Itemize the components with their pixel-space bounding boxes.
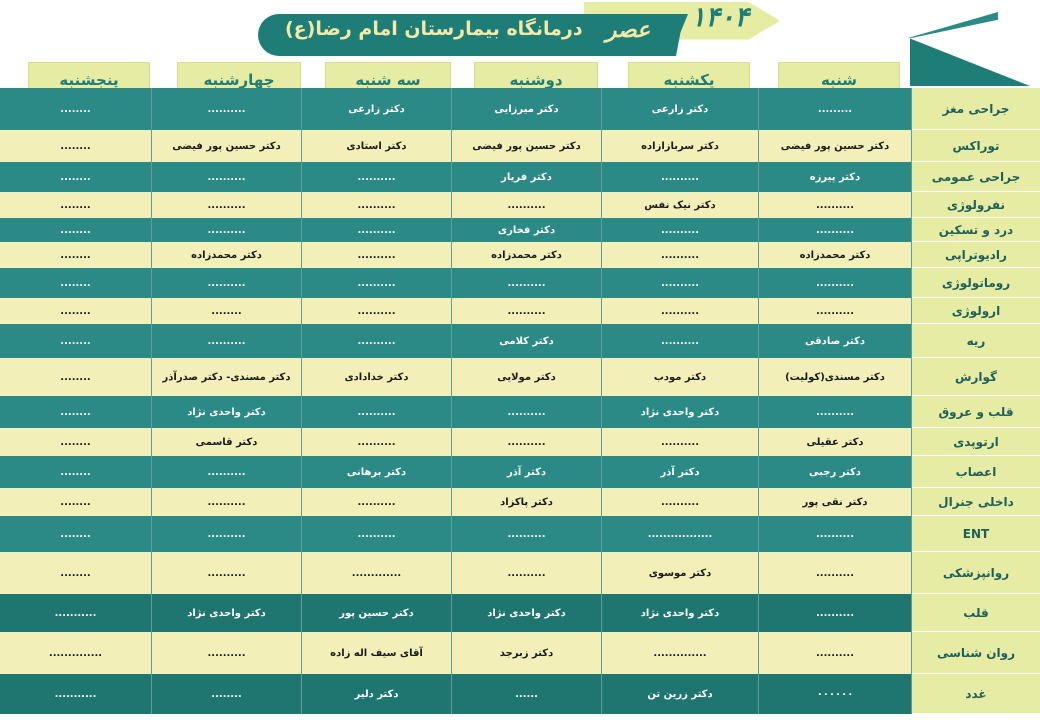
schedule-cell: دکتر نقی پور <box>759 488 912 516</box>
schedule-cell: دکتر حسین پور فیضی <box>759 130 912 162</box>
day-header-sunday: یکشنبه <box>628 62 750 97</box>
schedule-cell: .......... <box>602 488 759 516</box>
schedule-cell: دکتر واحدی نژاد <box>602 594 759 632</box>
schedule-cell: دکتر زبرجد <box>452 632 602 674</box>
schedule-cell: .......... <box>302 516 452 552</box>
department-label: داخلی جنرال <box>912 488 1040 516</box>
schedule-cell: ........... <box>0 594 152 632</box>
table-row <box>0 594 1040 632</box>
schedule-cell: .......... <box>152 488 302 516</box>
schedule-cell: .......... <box>602 428 759 456</box>
table-row <box>0 192 1040 218</box>
schedule-cell: .......... <box>152 456 302 488</box>
schedule-cell: .......... <box>302 488 452 516</box>
schedule-cell: .......... <box>152 88 302 130</box>
schedule-cell: .......... <box>452 268 602 298</box>
schedule-cell: ........ <box>152 298 302 324</box>
schedule-cell: دکتر فریار <box>452 162 602 192</box>
schedule-cell: .......... <box>302 242 452 268</box>
schedule-cell: دکتر مسندی- دکتر صدرآذر <box>152 358 302 396</box>
table-row <box>0 324 1040 358</box>
schedule-cell: دکتر صادقی <box>759 324 912 358</box>
day-header-wednesday: چهارشنبه <box>177 62 301 97</box>
schedule-cell: .......... <box>602 324 759 358</box>
schedule-cell: .......... <box>759 298 912 324</box>
table-row <box>0 88 1040 130</box>
schedule-cell: .......... <box>602 298 759 324</box>
schedule-cell: .......... <box>602 268 759 298</box>
schedule-cell: .......... <box>302 324 452 358</box>
schedule-cell: .......... <box>452 552 602 594</box>
schedule-cell: .......... <box>452 396 602 428</box>
table-row <box>0 674 1040 714</box>
schedule-cell: ........ <box>0 162 152 192</box>
schedule-cell: دکتر زارعی <box>602 88 759 130</box>
schedule-cell: دکتر زرین تن <box>602 674 759 714</box>
schedule-cell: دکتر نیک نفس <box>602 192 759 218</box>
schedule-cell: دکتر کلامی <box>452 324 602 358</box>
schedule-cell: دکتر محمدزاده <box>152 242 302 268</box>
department-label: غدد <box>912 674 1040 714</box>
schedule-cell: .......... <box>759 632 912 674</box>
schedule-table <box>0 88 1040 714</box>
department-label: روان شناسی <box>912 632 1040 674</box>
schedule-cell: دکتر محمدزاده <box>452 242 602 268</box>
schedule-cell: .............. <box>602 632 759 674</box>
day-header-thursday: پنجشنبه <box>28 62 150 97</box>
schedule-cell: .......... <box>152 632 302 674</box>
department-label: ارتوپدی <box>912 428 1040 456</box>
schedule-cell: .......... <box>759 218 912 242</box>
table-row <box>0 456 1040 488</box>
schedule-cell: دکتر دلیر <box>302 674 452 714</box>
schedule-cell: دکتر پیرزه <box>759 162 912 192</box>
department-label: توراکس <box>912 130 1040 162</box>
table-row <box>0 218 1040 242</box>
department-label: جراحی عمومی <box>912 162 1040 192</box>
department-label: درد و تسکین <box>912 218 1040 242</box>
schedule-cell: ............. <box>302 552 452 594</box>
schedule-cell: .......... <box>302 218 452 242</box>
schedule-cell: .......... <box>302 192 452 218</box>
department-label: جراحی مغز <box>912 88 1040 130</box>
schedule-cell: ۰۰۰۰۰۰ <box>759 674 912 714</box>
department-label: ENT <box>912 516 1040 552</box>
schedule-cell: ................. <box>602 516 759 552</box>
schedule-cell: .............. <box>0 632 152 674</box>
schedule-cell: دکتر عقیلی <box>759 428 912 456</box>
department-label: گوارش <box>912 358 1040 396</box>
day-header-monday: دوشنبه <box>474 62 598 97</box>
schedule-cell: دکتر فخاری <box>452 218 602 242</box>
schedule-cell: ........ <box>0 396 152 428</box>
table-row <box>0 162 1040 192</box>
schedule-cell: دکتر موسوی <box>602 552 759 594</box>
schedule-cell: .......... <box>152 552 302 594</box>
schedule-cell: .......... <box>152 218 302 242</box>
schedule-cell: دکتر پاکزاد <box>452 488 602 516</box>
schedule-cell: ........ <box>0 130 152 162</box>
table-row <box>0 488 1040 516</box>
schedule-cell: دکتر آذر <box>452 456 602 488</box>
schedule-cell: .......... <box>759 396 912 428</box>
schedule-cell: ........... <box>0 674 152 714</box>
schedule-cell: .......... <box>759 268 912 298</box>
schedule-cell: ......... <box>759 88 912 130</box>
schedule-cell: .......... <box>452 298 602 324</box>
schedule-cell: .......... <box>759 516 912 552</box>
schedule-cell: ........ <box>0 324 152 358</box>
department-label: نفرولوژی <box>912 192 1040 218</box>
schedule-cell: دکتر زارعی <box>302 88 452 130</box>
schedule-cell: .......... <box>452 428 602 456</box>
schedule-cell: دکتر خدادادی <box>302 358 452 396</box>
schedule-cell: .......... <box>302 268 452 298</box>
schedule-cell: دکتر میرزایی <box>452 88 602 130</box>
schedule-cell: .......... <box>302 162 452 192</box>
schedule-cell: ........ <box>0 428 152 456</box>
year-label: ۱۴۰۴ <box>690 2 749 33</box>
schedule-cell: .......... <box>452 192 602 218</box>
table-row <box>0 428 1040 456</box>
schedule-cell: .......... <box>452 516 602 552</box>
department-label: ریه <box>912 324 1040 358</box>
schedule-cell: .......... <box>759 552 912 594</box>
table-row <box>0 552 1040 594</box>
schedule-cell: دکتر برهانی <box>302 456 452 488</box>
department-label: قلب و عروق <box>912 396 1040 428</box>
table-row <box>0 268 1040 298</box>
schedule-cell: .......... <box>302 396 452 428</box>
table-row <box>0 516 1040 552</box>
schedule-cell: دکتر مولایی <box>452 358 602 396</box>
schedule-cell: ........ <box>0 298 152 324</box>
department-label: رادیوتراپی <box>912 242 1040 268</box>
schedule-cell: .......... <box>759 192 912 218</box>
schedule-cell: .......... <box>152 516 302 552</box>
schedule-cell: ........ <box>0 552 152 594</box>
schedule-cell: دکتر محمدزاده <box>759 242 912 268</box>
schedule-cell: دکتر حسین پور <box>302 594 452 632</box>
schedule-cell: دکتر حسین پور فیضی <box>452 130 602 162</box>
schedule-cell: .......... <box>302 428 452 456</box>
table-row <box>0 396 1040 428</box>
table-row <box>0 242 1040 268</box>
schedule-cell: ........ <box>0 192 152 218</box>
day-header-saturday: شنبه <box>778 62 900 97</box>
schedule-cell: ........ <box>0 242 152 268</box>
schedule-cell: .......... <box>602 162 759 192</box>
department-label: روانپزشکی <box>912 552 1040 594</box>
schedule-cell: .......... <box>152 162 302 192</box>
table-row <box>0 632 1040 674</box>
schedule-cell: دکتر آذر <box>602 456 759 488</box>
schedule-cell: آقای سیف اله زاده <box>302 632 452 674</box>
schedule-cell: .......... <box>152 268 302 298</box>
schedule-cell: ........ <box>0 488 152 516</box>
schedule-cell: ........ <box>0 516 152 552</box>
table-row <box>0 298 1040 324</box>
schedule-cell: دکتر واحدی نژاد <box>452 594 602 632</box>
schedule-cell: .......... <box>602 242 759 268</box>
schedule-cell: ........ <box>0 218 152 242</box>
schedule-cell: ........ <box>0 456 152 488</box>
schedule-cell: دکتر قاسمی <box>152 428 302 456</box>
schedule-cell: .......... <box>602 218 759 242</box>
schedule-cell: دکتر مودب <box>602 358 759 396</box>
schedule-cell: ...... <box>452 674 602 714</box>
department-label: قلب <box>912 594 1040 632</box>
department-label: اعصاب <box>912 456 1040 488</box>
schedule-cell: دکتر سربازازاده <box>602 130 759 162</box>
schedule-cell: دکتر رجبی <box>759 456 912 488</box>
shift-label: عصر <box>605 18 651 43</box>
schedule-cell: دکتر مسندی(کولیت) <box>759 358 912 396</box>
table-row <box>0 130 1040 162</box>
schedule-cell: ........ <box>0 358 152 396</box>
schedule-cell: دکتر واحدی نژاد <box>152 396 302 428</box>
schedule-cell: .......... <box>152 324 302 358</box>
schedule-cell: ........ <box>0 88 152 130</box>
day-header-tuesday: سه شنبه <box>325 62 451 97</box>
page-title: درمانگاه بیمارستان امام رضا(ع) <box>285 18 583 40</box>
schedule-cell: .......... <box>152 192 302 218</box>
schedule-cell: .......... <box>302 298 452 324</box>
department-label: روماتولوژی <box>912 268 1040 298</box>
department-label: ارولوژی <box>912 298 1040 324</box>
corner-accent <box>908 12 998 38</box>
schedule-cell: ........ <box>0 268 152 298</box>
schedule-cell: .......... <box>759 594 912 632</box>
schedule-cell: دکتر حسین پور فیضی <box>152 130 302 162</box>
schedule-cell: دکتر استادی <box>302 130 452 162</box>
schedule-cell: ........ <box>152 674 302 714</box>
schedule-cell: دکتر واحدی نژاد <box>152 594 302 632</box>
schedule-cell: دکتر واحدی نژاد <box>602 396 759 428</box>
table-row <box>0 358 1040 396</box>
